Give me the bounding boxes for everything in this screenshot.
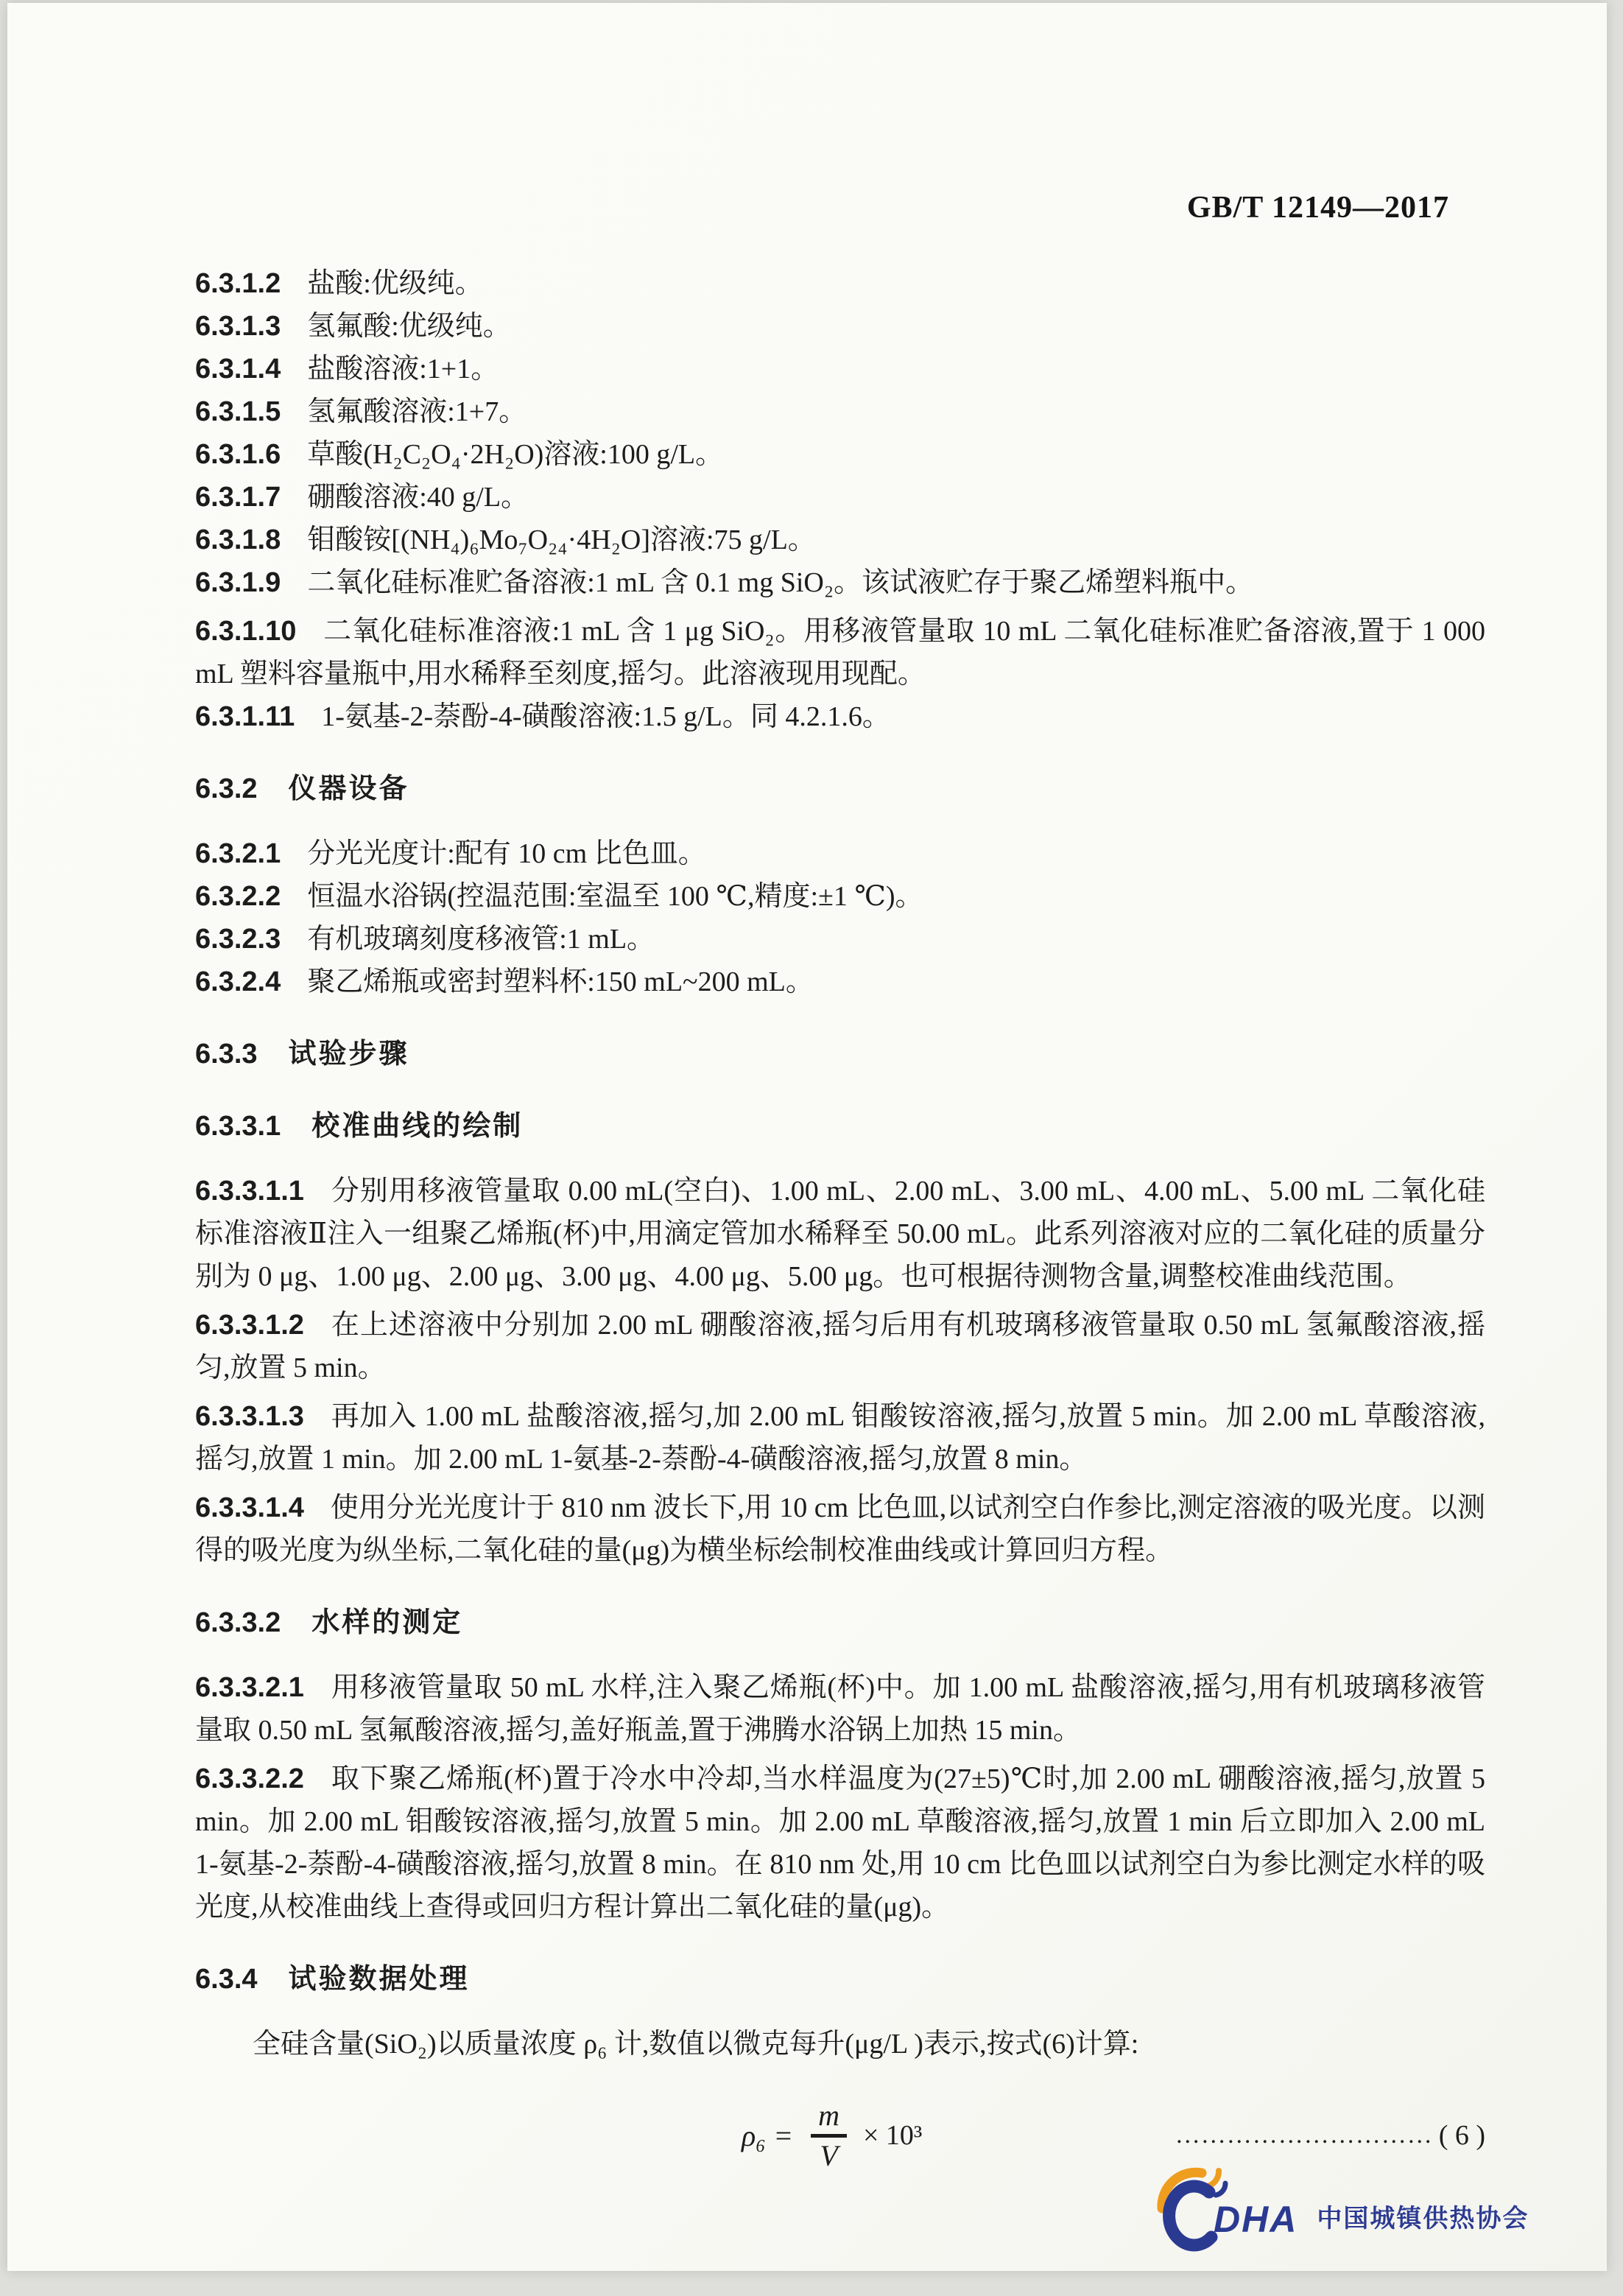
clause-number: 6.3.1.5 xyxy=(195,396,281,427)
clause-6.3.4 xyxy=(195,1958,1485,2001)
clause-number: 6.3.2 xyxy=(195,773,258,804)
cdha-logo-text: DHA xyxy=(1214,2199,1298,2240)
clause-text: 恒温水浴锅(控温范围:室温至 100 ℃,精度:±1 ℃)。 xyxy=(307,881,923,912)
clause-6.3.3.1 xyxy=(195,1105,1485,1148)
clause-text: 取下聚乙烯瓶(杯)置于冷水中冷却,当水样温度为(27±5)℃时,加 2.00 mL 硼酸溶液,摇匀,放置 5 min。加 2.00 mL 钼酸铵溶液,摇匀,放置 5 min。加 2.00 mL 草酸溶液,摇匀,放置 1 min 后立即加入 2.00 mL 1-氨基-2-萘酚-4-磺酸溶液,摇匀,放置 8 min。在 810 nm 处,用 10 cm 比色皿以试剂空白为参比测定水样的吸光度,从校准曲线上查得或回归方程计算出二氧化硅的量(μg)。 xyxy=(195,1763,1485,1923)
clause-text: 分光光度计:配有 10 cm 比色皿。 xyxy=(307,838,706,869)
clause-text: 仪器设备 xyxy=(288,773,409,804)
clause-number: 6.3.3.1.2 xyxy=(195,1310,304,1341)
clause-number: 6.3.2.3 xyxy=(195,924,281,955)
clause-6.3.2.1 xyxy=(195,832,1485,875)
clause-text: 二氧化硅标准溶液:1 mL 含 1 μg SiO₂。用移液管量取 10 mL 二氧化硅标准贮备溶液,置于 1 000 mL 塑料容量瓶中,用水稀释至刻度,摇匀。此溶液现用现配。 xyxy=(195,616,1485,689)
equation-number: ( 6 ) xyxy=(1438,2120,1485,2151)
clause-number: 6.3.1.3 xyxy=(195,311,281,342)
clause-text: 氢氟酸溶液:1+7。 xyxy=(307,396,527,427)
clause-text: 二氧化硅标准贮备溶液:1 mL 含 0.1 mg SiO₂。该试液贮存于聚乙烯塑料瓶中。 xyxy=(307,567,1254,598)
clause-text: 试验步骤 xyxy=(288,1039,409,1070)
clause-number: 6.3.1.8 xyxy=(195,524,281,555)
clause-6.3.3.2.2 xyxy=(195,1758,1485,1928)
clause-text: 1-氨基-2-萘酚-4-磺酸溶液:1.5 g/L。同 4.2.1.6。 xyxy=(321,701,890,732)
clause-6.3.1.2 xyxy=(195,262,1485,305)
clause-number: 6.3.1.6 xyxy=(195,439,281,470)
clause-text: 聚乙烯瓶或密封塑料杯:150 mL~200 mL。 xyxy=(307,966,814,997)
clause-text: 氢氟酸:优级纯。 xyxy=(307,311,511,342)
clause-6.3.2 xyxy=(195,768,1485,810)
clause-number: 6.3.3.2 xyxy=(195,1607,281,1638)
clause-6.3.1.3 xyxy=(195,305,1485,348)
clause-6.3.2.2 xyxy=(195,875,1485,918)
clause-6.3.1.8 xyxy=(195,519,1485,561)
clause-number: 6.3.3.1.1 xyxy=(195,1176,304,1207)
clause-6.3.1.10 xyxy=(195,610,1485,695)
clause-6.3.3.1.3 xyxy=(195,1395,1485,1481)
clause-6.3.2.3 xyxy=(195,918,1485,961)
clause-number: 6.3.3 xyxy=(195,1039,258,1070)
clause-text: 再加入 1.00 mL 盐酸溶液,摇匀,加 2.00 mL 钼酸铵溶液,摇匀,放置 5 min。加 2.00 mL 草酸溶液,摇匀,放置 1 min。加 2.00 mL 1-氨基-2-萘酚-4-磺酸溶液,摇匀,放置 8 min。 xyxy=(195,1401,1485,1475)
equation-rhs: × 10³ xyxy=(863,2120,923,2151)
clause-number: 6.3.2.1 xyxy=(195,838,281,869)
clause-text: 盐酸溶液:1+1。 xyxy=(307,354,499,385)
clause-6.3.1.6 xyxy=(195,433,1485,476)
cdha-logo xyxy=(1156,2166,1529,2254)
clause-number: 6.3.3.1 xyxy=(195,1111,281,1142)
clause-6.3.1.7 xyxy=(195,476,1485,519)
document-body xyxy=(195,262,1485,2183)
clause-number: 6.3.1.10 xyxy=(195,616,297,647)
clause-text: 用移液管量取 50 mL 水样,注入聚乙烯瓶(杯)中。加 1.00 mL 盐酸溶液,摇匀,用有机玻璃移液管量取 0.50 mL 氢氟酸溶液,摇匀,盖好瓶盖,置于沸腾水浴锅上加热 15 min。 xyxy=(195,1672,1485,1746)
clause-number: 6.3.2.2 xyxy=(195,881,281,912)
clause-text: 水样的测定 xyxy=(311,1607,463,1638)
clause-6.3.1.5 xyxy=(195,390,1485,433)
clause-text: 盐酸:优级纯。 xyxy=(307,268,483,299)
equation-6-expression xyxy=(742,2099,922,2173)
clause-number: 6.3.3.2.1 xyxy=(195,1672,304,1703)
clause-text: 使用分光光度计于 810 nm 波长下,用 10 cm 比色皿,以试剂空白作参比,测定溶液的吸光度。以测得的吸光度为纵坐标,二氧化硅的量(μg)为横坐标绘制校准曲线或计算回归方程。 xyxy=(195,1492,1485,1566)
clause-text: 草酸(H₂C₂O₄·2H₂O)溶液:100 g/L。 xyxy=(307,439,724,470)
clause-number: 6.3.1.9 xyxy=(195,567,281,598)
clause-text: 全硅含量(SiO₂)以质量浓度 ρ₆ 计,数值以微克每升(μg/L )表示,按式(6)计算: xyxy=(253,2029,1139,2060)
clause-6.3.3.1.1 xyxy=(195,1170,1485,1298)
clause-number: 6.3.1.11 xyxy=(195,701,295,732)
paper-sheet xyxy=(7,3,1607,2271)
standard-number: GB/T 12149—2017 xyxy=(1186,191,1449,225)
clause-number: 6.3.3.2.2 xyxy=(195,1763,304,1794)
clause-number: 6.3.2.4 xyxy=(195,966,281,997)
fraction-numerator: m xyxy=(811,2099,847,2138)
clause-text: 试验数据处理 xyxy=(288,1964,470,1995)
clause-text: 在上述溶液中分别加 2.00 mL 硼酸溶液,摇匀后用有机玻璃移液管量取 0.50 mL 氢氟酸溶液,摇匀,放置 5 min。 xyxy=(195,1310,1485,1383)
clause-6.3.1.9 xyxy=(195,561,1485,604)
clause-number: 6.3.1.2 xyxy=(195,268,281,299)
clause-6.3.1.11 xyxy=(195,695,1485,738)
clause-number: 6.3.3.1.3 xyxy=(195,1401,304,1432)
cdha-logo-chinese-name: 中国城镇供热协会 xyxy=(1317,2204,1529,2233)
clause-text: 分别用移液管量取 0.00 mL(空白)、1.00 mL、2.00 mL、3.00 mL、4.00 mL、5.00 mL 二氧化硅标准溶液Ⅱ注入一组聚乙烯瓶(杯)中,用滴定管加水稀释至 50.00 mL。此系列溶液对应的二氧化硅的质量分别为 0 μg、1.00 μg、2.00 μg、3.00 μg、4.00 μg、5.00 μg。也可根据待测物含量,调整校准曲线范围。 xyxy=(195,1176,1485,1292)
clause-number: 6.3.1.7 xyxy=(195,482,281,513)
clause-number: 6.3.4 xyxy=(195,1964,258,1995)
clause-text: 钼酸铵[(NH₄)₆Mo₇O₂₄·4H₂O]溶液:75 g/L。 xyxy=(307,524,816,555)
clause-number: 6.3.3.1.4 xyxy=(195,1492,304,1523)
clause-6.3.3.1.2 xyxy=(195,1304,1485,1389)
clause-6.3.3 xyxy=(195,1033,1485,1075)
clause-text: 有机玻璃刻度移液管:1 mL。 xyxy=(307,924,655,955)
clause-6.3.3.2.1 xyxy=(195,1666,1485,1752)
fraction-denominator: V xyxy=(820,2138,838,2172)
dotted-leader: ………………………… xyxy=(1175,2121,1433,2149)
fraction xyxy=(811,2099,847,2173)
clause-text: 校准曲线的绘制 xyxy=(311,1111,524,1142)
clause-6.3.3.2 xyxy=(195,1601,1485,1644)
equation-lhs: ρ₆ = xyxy=(742,2118,794,2152)
clause-6.3.2.4 xyxy=(195,961,1485,1003)
clause-text: 硼酸溶液:40 g/L。 xyxy=(307,482,529,513)
clause-intro-6.3.4 xyxy=(195,2023,1485,2065)
clause-6.3.1.4 xyxy=(195,348,1485,390)
clause-number: 6.3.1.4 xyxy=(195,354,281,385)
clause-6.3.3.1.4 xyxy=(195,1486,1485,1572)
